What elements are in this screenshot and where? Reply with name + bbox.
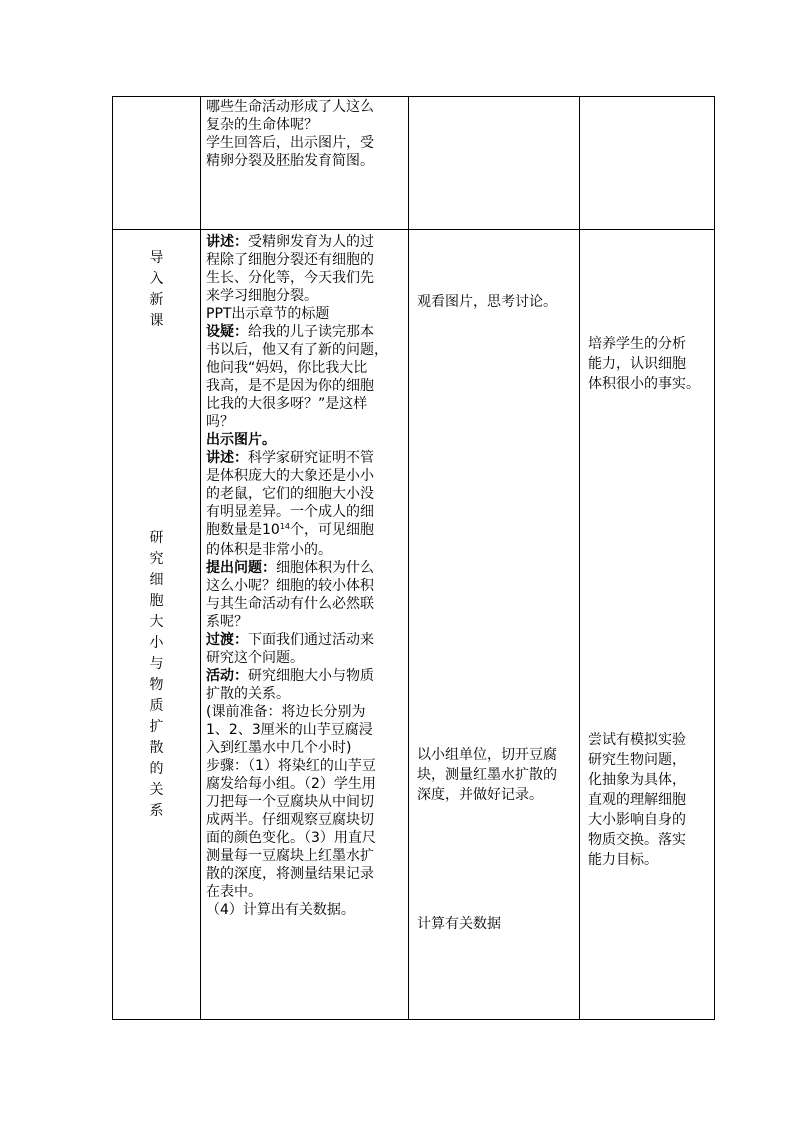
text-line: 是体积庞大的大象还是小小 (206, 468, 374, 484)
text-line: 腐发给每小组。（2）学生用 (206, 776, 376, 792)
text-line: 吗？ (206, 414, 234, 430)
label-raise-question: 提出问题： (206, 560, 276, 576)
text-line: 的体积是非常小的。 (206, 542, 332, 558)
exponent: 14 (279, 522, 291, 531)
text-line: PPT出示章节的标题 (206, 306, 330, 322)
text-line: 散的深度，将测量结果记录 (206, 866, 374, 882)
text-line: 系呢？ (206, 614, 248, 630)
stage-cell (113, 97, 201, 230)
student-note-3: 计算有关数据 (417, 916, 501, 932)
student-activity-cell (409, 97, 580, 230)
label-show-picture: 出示图片。 (206, 432, 276, 448)
table-row (113, 230, 715, 1020)
text-line: (课前准备：将边长分别为 (206, 704, 366, 720)
intent-note-2: 尝试有模拟实验 研究生物问题， 化抽象为具体， 直观的理解细胞 大小影响自身的 物质交换。落实 能力目标。 (588, 732, 686, 868)
text-line: 哪些生命活动形成了人这么 (206, 99, 374, 115)
text-line: 他问我“妈妈，你比我大比 (206, 360, 368, 376)
text-line: 研究细胞大小与物质 (248, 668, 374, 684)
text-line: 复杂的生命体呢？ (206, 117, 318, 133)
text-line: 来学习细胞分裂。 (206, 288, 318, 304)
text-line: 有明显差异。一个成人的细 (206, 504, 374, 520)
text-line: 比我的大很多呀？”是这样 (206, 396, 368, 412)
text-line: 胞数量是$10^{14}$个，可见细胞 (206, 522, 375, 538)
table-row (113, 97, 715, 230)
text-line: （4）计算出有关数据。 (206, 902, 355, 918)
teacher-activity-cell (201, 230, 409, 1020)
text-line: 的老鼠，它们的细胞大小没 (206, 486, 374, 502)
text-line: 步骤：（1）将染红的山芋豆 (206, 758, 376, 774)
text-line: 与其生命活动有什么必然联 (206, 596, 374, 612)
student-note-2: 以小组单位，切开豆腐 块，测量红墨水扩散的 深度，并做好记录。 (417, 747, 557, 803)
text-line: 书以后，他又有了新的问题， (206, 342, 388, 358)
text-line: 研究这个问题。 (206, 650, 304, 666)
text-line: 这么小呢？细胞的较小体积 (206, 578, 374, 594)
text-line: 生长、分化等，今天我们先 (206, 270, 374, 286)
label-activity: 活动： (206, 668, 248, 684)
text-line: 测量每一豆腐块上红墨水扩 (206, 848, 374, 864)
design-intent-cell (580, 230, 715, 1020)
lesson-plan-table (112, 96, 715, 1020)
stage-label-intro: 导 入 新 课 (149, 250, 164, 329)
text-line: 细胞体积为什么 (276, 560, 374, 576)
text-line: 精卵分裂及胚胎发育简图。 (206, 153, 374, 169)
student-note-1: 观看图片，思考讨论。 (417, 294, 557, 310)
text-line: 学生回答后，出示图片，受 (206, 135, 374, 151)
design-intent-cell (580, 97, 715, 230)
text-line: 给我的儿子读完那本 (248, 324, 374, 340)
student-activity-cell (409, 230, 580, 1020)
text-line: 在表中。 (206, 884, 262, 900)
text-line: 下面我们通过活动来 (248, 632, 374, 648)
text-line: 扩散的关系。 (206, 686, 290, 702)
text-line: 1、2、3厘米的山芋豆腐浸 (206, 722, 373, 738)
text-line: 成两半。仔细观察豆腐块切 (206, 812, 374, 828)
stage-cell (113, 230, 201, 1020)
label-question: 设疑： (206, 324, 248, 340)
text-line: 入到红墨水中几个小时) (206, 740, 352, 756)
text-line: 科学家研究证明不管 (248, 450, 374, 466)
teacher-activity-cell (201, 97, 409, 230)
stage-label-research: 研 究 细 胞 大 小 与 物 质 扩 散 的 关 系 (149, 530, 164, 819)
text-line: 我高，是不是因为你的细胞 (206, 378, 374, 394)
text-line: 刀把每一个豆腐块从中间切 (206, 794, 374, 810)
text-line: 面的颜色变化。（3）用直尺 (206, 830, 376, 846)
intent-note-1: 培养学生的分析 能力，认识细胞 体积很小的事实。 (588, 336, 700, 392)
label-transition: 过渡： (206, 632, 248, 648)
text-line: 程除了细胞分裂还有细胞的 (206, 252, 374, 268)
text-line: 受精卵发育为人的过 (248, 234, 374, 250)
label-lecture: 讲述： (206, 450, 248, 466)
label-lecture: 讲述： (206, 234, 248, 250)
